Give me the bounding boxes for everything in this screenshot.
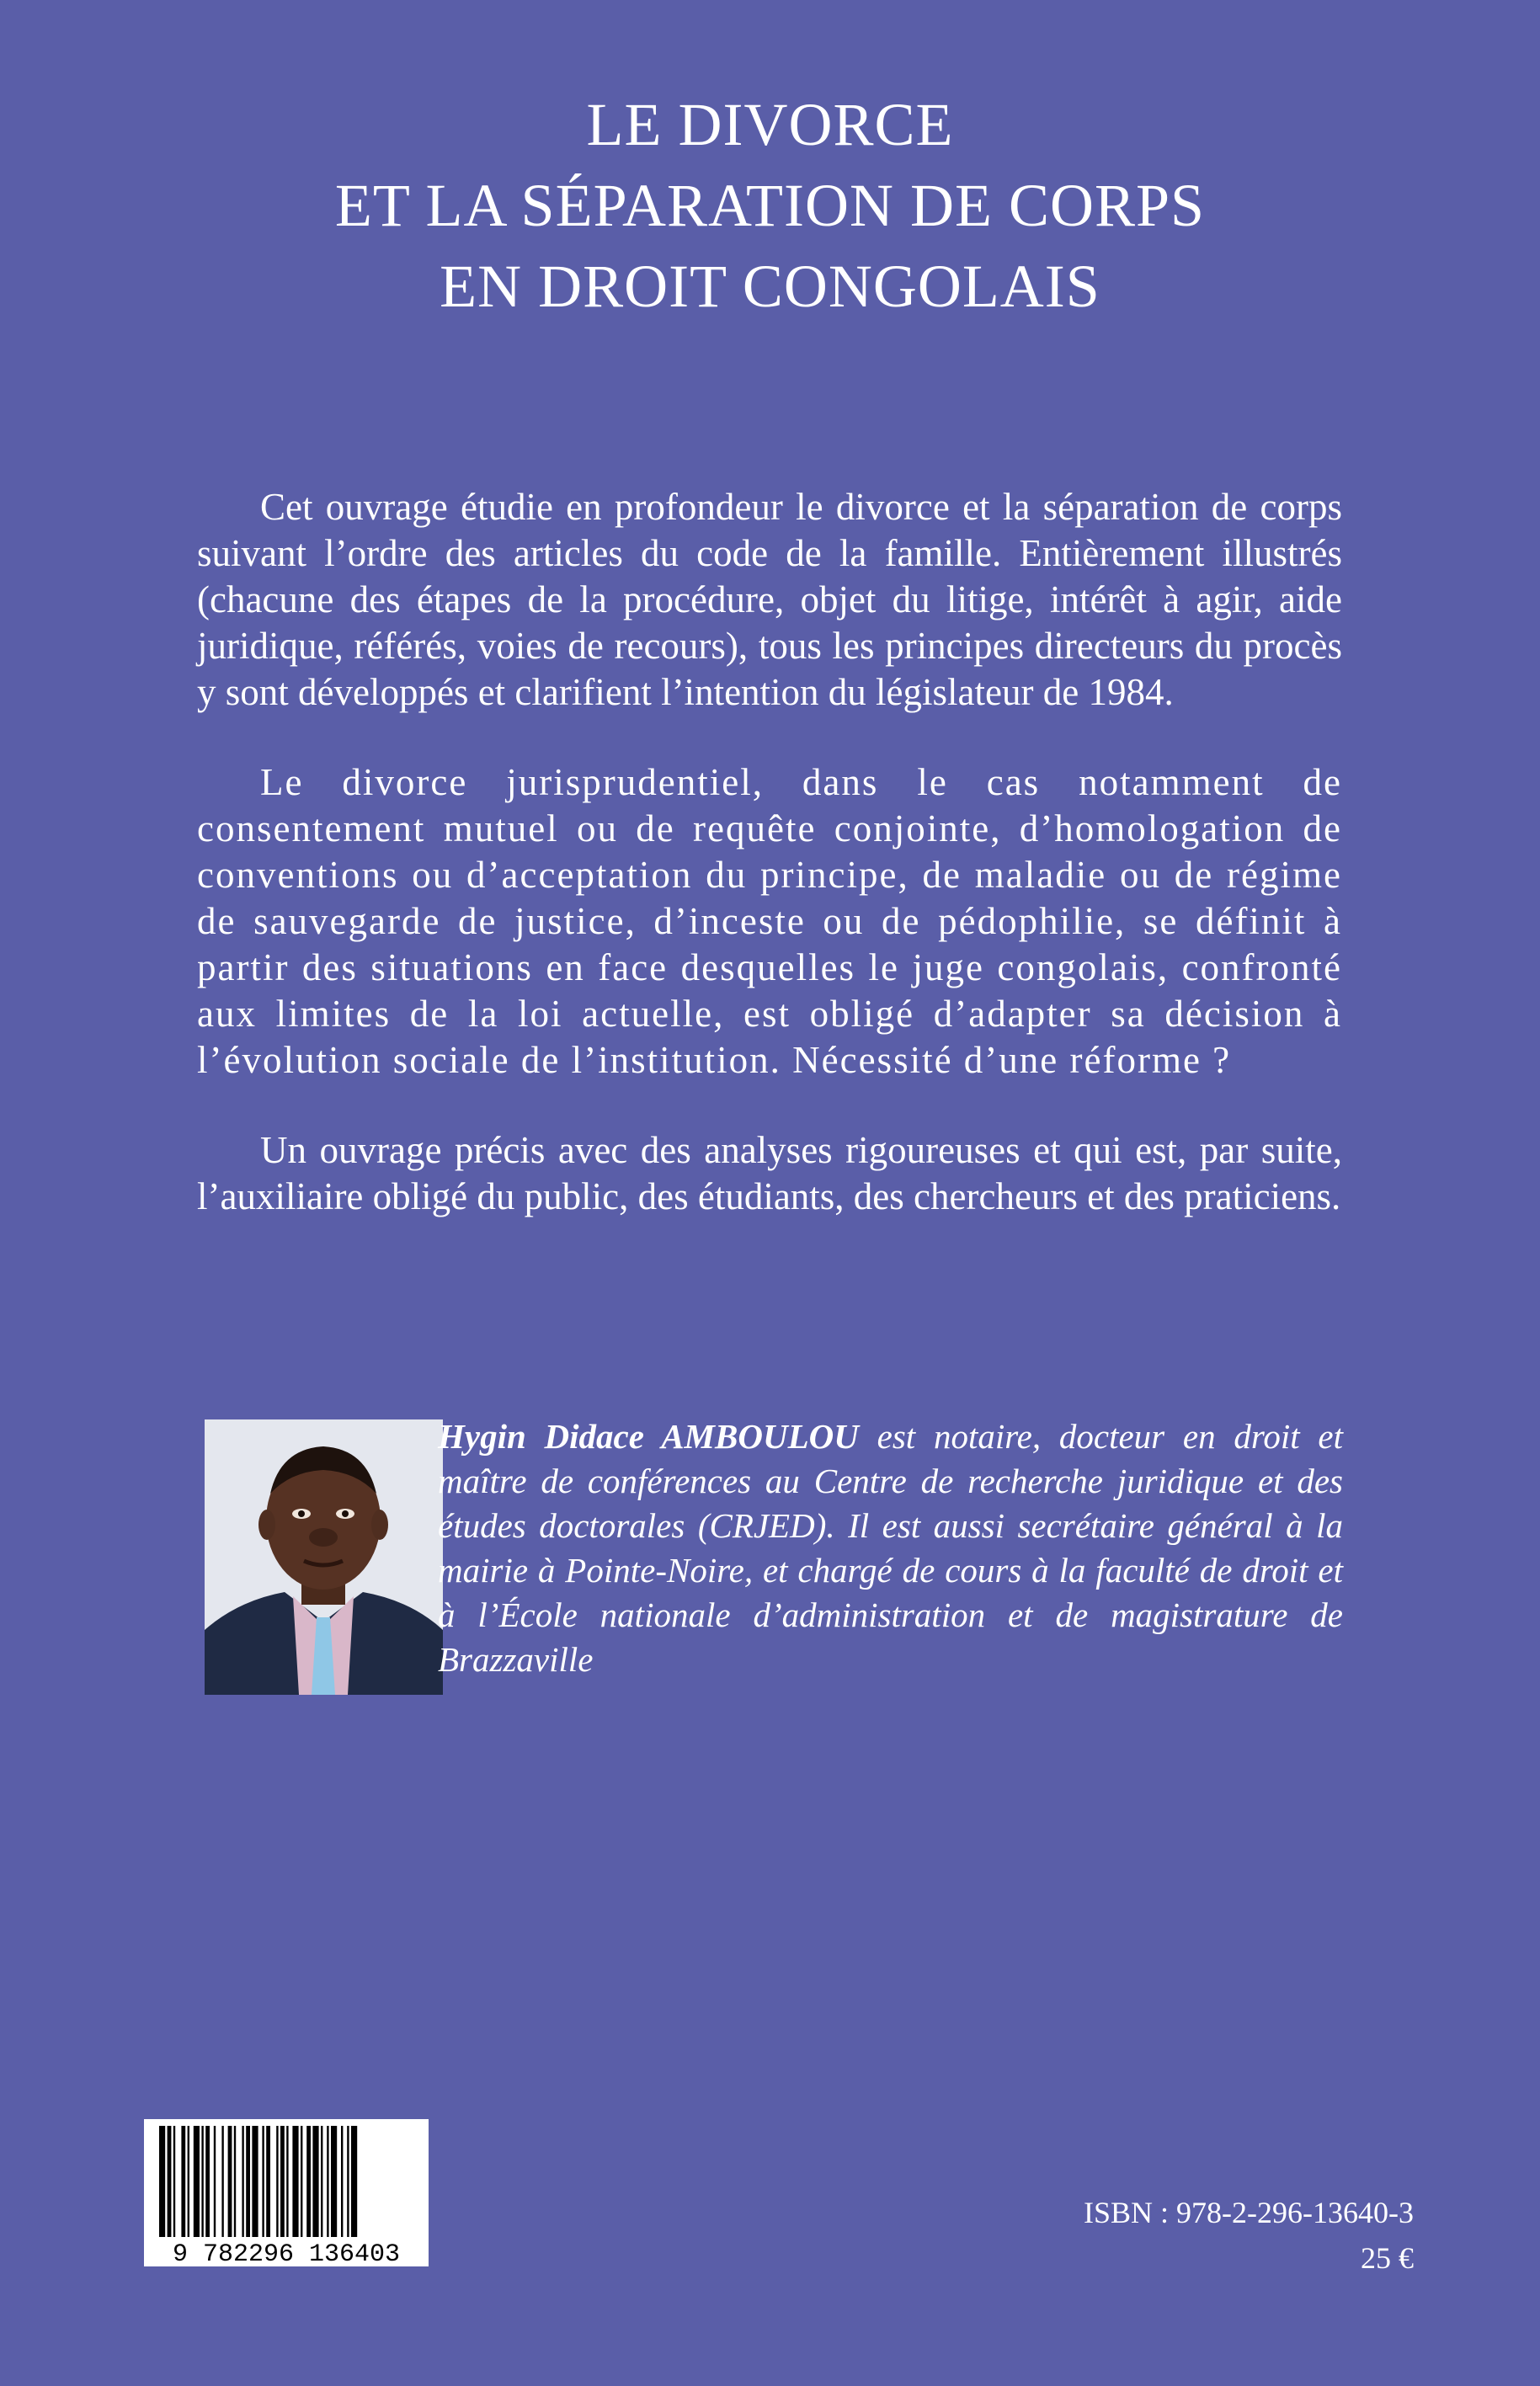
barcode-bar: [246, 2126, 250, 2237]
isbn: ISBN : 978-2-296-13640-3: [1084, 2196, 1414, 2229]
price: 25 €: [1361, 2241, 1414, 2275]
barcode-digits: 9 782296 136403: [172, 2240, 401, 2266]
blurb-paragraph-1: Cet ouvrage étudie en profondeur le divorce et la séparation de corps suivant l’ordre des articles du code de la famille. Entièrement illustrés (chacune des étapes de la procédure, objet du litige, intérêt à agir, aide juridique, référés, voies de recours), tous les principes directeurs du procès y sont développés et clarifient l’intention du législateur de 1984.: [197, 486, 1342, 713]
author-name: Hygin Didace AMBOULOU: [438, 1417, 859, 1456]
barcode-bar: [306, 2126, 311, 2237]
author-photo-drawing: [205, 1419, 443, 1695]
barcode-bar: [201, 2126, 203, 2237]
barcode-bar: [228, 2126, 232, 2237]
barcode-bar: [301, 2126, 302, 2237]
title-line-2: ET LA SÉPARATION DE CORPS: [334, 172, 1206, 239]
barcode-bar: [168, 2126, 172, 2237]
blurb-paragraph-3: Un ouvrage précis avec des analyses rigoureuses et qui est, par suite, l’auxiliaire obligé du public, des étudiants, des chercheurs et des praticiens.: [197, 1129, 1342, 1217]
barcode-bar: [312, 2126, 318, 2237]
barcode-bar: [194, 2126, 200, 2237]
blurb-paragraph-2: Le divorce jurisprudentiel, dans le cas notamment de consentement mutuel ou de requête conjointe, d’homologation de conventions ou d’acceptation du principe, de maladie ou de régime de sauvegarde de justice, d’inceste ou de pédophilie, se définit à partir des situations en face desquelles le juge congolais, confronté aux limites de la loi actuelle, est obligé d’adapter sa décision à l’évolution sociale de l’institution. Nécessité d’une réforme ?: [197, 761, 1342, 1081]
barcode-bar: [276, 2126, 278, 2237]
title-line-1: LE DIVORCE: [586, 91, 954, 158]
barcode-bar: [262, 2126, 264, 2237]
blurb: [197, 484, 1342, 1264]
barcode-bar: [181, 2126, 185, 2237]
barcode-bar: [234, 2126, 236, 2237]
barcode-bar: [159, 2126, 165, 2237]
barcode-bar: [286, 2126, 288, 2237]
barcode-bar: [331, 2126, 337, 2237]
barcode-bar: [327, 2126, 328, 2237]
barcode-bar: [173, 2126, 175, 2237]
barcode: [144, 2119, 429, 2266]
barcode-bar: [188, 2126, 189, 2237]
barcode-bar: [221, 2126, 223, 2237]
barcode-bar: [347, 2126, 349, 2237]
barcode-bar: [242, 2126, 243, 2237]
book-title: [0, 84, 1540, 327]
barcode-bar: [341, 2126, 343, 2237]
barcode-bar: [292, 2126, 298, 2237]
title-line-3: EN DROIT CONGOLAIS: [440, 253, 1100, 320]
author-bio: [438, 1414, 1343, 1682]
barcode-bar: [280, 2126, 285, 2237]
barcode-bars: [144, 2119, 429, 2266]
barcode-bar: [252, 2126, 258, 2237]
author-portrait-icon: [205, 1419, 443, 1695]
barcode-bar: [266, 2126, 270, 2237]
barcode-bar: [351, 2126, 357, 2237]
barcode-bar: [205, 2126, 210, 2237]
author-bio-text: est notaire, docteur en droit et maître de conférences au Centre de recherche juridique et des études doctorales (CRJED). Il est aussi secrétaire général à la mairie à Pointe-Noire, et chargé de cours à la faculté de droit et à l’École nationale d’administration et de magistrature de Brazzaville: [438, 1417, 1343, 1679]
barcode-bar: [214, 2126, 216, 2237]
barcode-bar: [321, 2126, 322, 2237]
